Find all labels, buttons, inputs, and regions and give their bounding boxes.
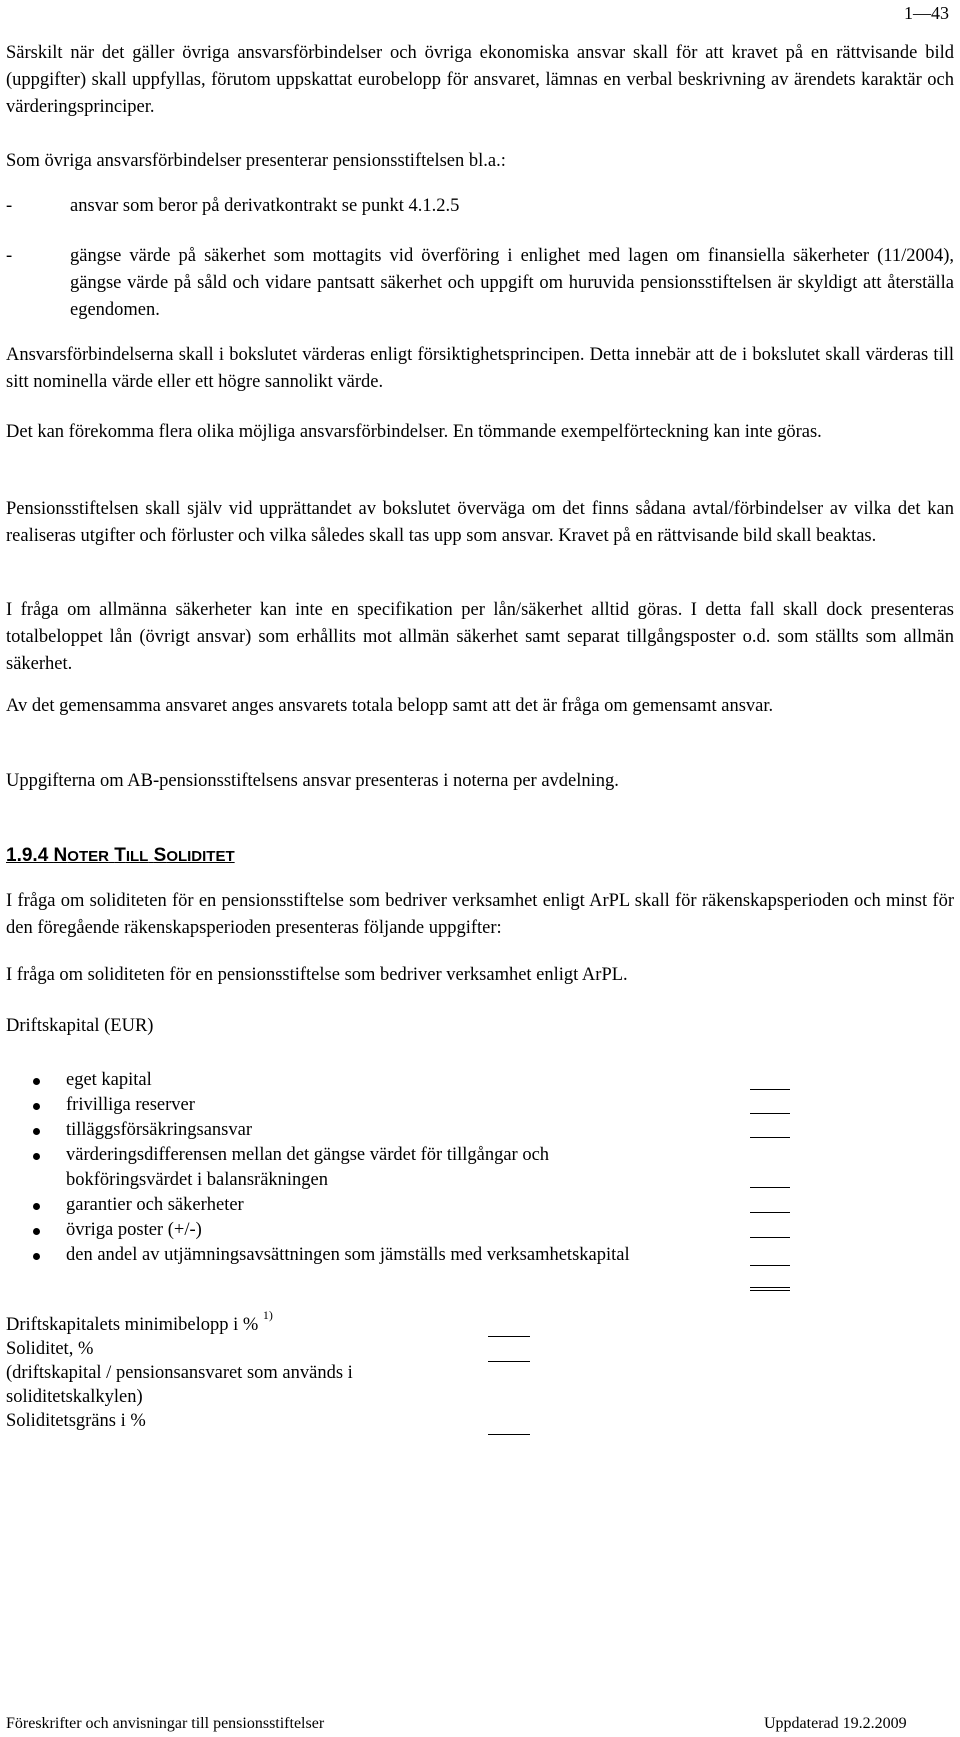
list-item (6, 1218, 954, 1243)
blank-value-line (750, 1137, 790, 1138)
list-item-text: frivilliga reserver (66, 1095, 195, 1115)
list-item-text: övriga poster (+/-) (66, 1220, 202, 1240)
blank-value-line (488, 1336, 530, 1337)
dash-marker: - (6, 196, 13, 216)
bullet-dot-icon (33, 1153, 40, 1160)
blank-value-line (750, 1187, 790, 1188)
blank-value-line (488, 1361, 530, 1362)
list-item-text: tilläggsförsäkringsansvar (66, 1120, 252, 1140)
total-double-line (750, 1287, 790, 1291)
dash-item-text: gängse värde på säkerhet som mottagits vid överföring i enlighet med lagen om finansiella säkerheter (11/2004), gängse värde på såld och vidare pantsatt säkerhet och uppgift om huruvida pensionsstiftelsen är skyldigt att återställa egendomen. (70, 246, 954, 320)
heading-smallcaps: OTER (67, 848, 109, 865)
list-item (6, 1093, 954, 1118)
paragraph-other-liabilities: Särskilt när det gäller övriga ansvarsförbindelser och övriga ekonomiska ansvar skall för att kravet på en rättvisande bild (uppgifter) skall uppfyllas, förutom uppskattat eurobelopp för ansvaret, lämnas en verbal beskrivning av ärendets karaktär och värderingsprinciper. (6, 43, 954, 117)
section-heading (6, 842, 235, 870)
paragraph-valuation-principle: Ansvarsförbindelserna skall i bokslutet värderas enligt försiktighetsprincipen. Detta innebär att de i bokslutet skall värderas till sitt nominella värde eller ett högre sannolikt värde. (6, 345, 954, 392)
bullet-dot-icon (33, 1128, 40, 1135)
metric-solvency-desc: (driftskapital / pensionsansvaret som används i soliditetskalkylen) (6, 1363, 353, 1407)
metric-solvency-limit: Soliditetsgräns i % (6, 1411, 146, 1431)
paragraph-general-securities: I fråga om allmänna säkerheter kan inte en specifikation per lån/säkerhet alltid göras. I detta fall skall dock presenteras totalbeloppet lån (övrigt ansvar) som erhållits mot allmän säkerhet samt separat tillgångsposter o.d. som ställts som allmän säkerhet. (6, 600, 954, 674)
list-item-text: eget kapital (66, 1070, 152, 1090)
heading-smallcaps: OLIDITET (166, 848, 235, 865)
footnote-marker: 1) (262, 1307, 273, 1322)
metric-label: Driftskapitalets minimibelopp i % (6, 1315, 259, 1335)
list-item (6, 1068, 954, 1093)
footer-title: Föreskrifter och anvisningar till pensionsstiftelser (6, 1715, 325, 1732)
blank-value-line (750, 1265, 790, 1266)
solvency-metrics (6, 1307, 506, 1433)
dash-marker: - (6, 246, 13, 266)
bullet-dot-icon (33, 1228, 40, 1235)
metric-min-amount (6, 1307, 506, 1337)
list-item-text: garantier och säkerheter (66, 1195, 244, 1215)
paragraph-pension-foundation-presents: Som övriga ansvarsförbindelser presenterar pensionsstiftelsen bl.a.: (6, 151, 506, 171)
capital-title: Driftskapital (EUR) (6, 1016, 154, 1036)
footer-updated: Uppdaterad 19.2.2009 (764, 1715, 907, 1732)
blank-value-line (750, 1237, 790, 1238)
list-item (6, 1143, 666, 1193)
blank-value-line (750, 1089, 790, 1090)
list-item (6, 1243, 954, 1268)
heading-letter: T (114, 845, 126, 866)
blank-value-line (750, 1113, 790, 1114)
dash-item-derivatives (6, 193, 954, 220)
heading-letter: S (153, 845, 167, 866)
bullet-dot-icon (33, 1203, 40, 1210)
list-item (6, 1193, 954, 1218)
blank-value-line (488, 1434, 530, 1435)
bullet-dot-icon (33, 1078, 40, 1085)
paragraph-several-liabilities: Det kan förekomma flera olika möjliga ansvarsförbindelser. En tömmande exempelförteckning kan inte göras. (6, 422, 822, 442)
heading-number: 1.9.4 (6, 845, 54, 866)
capital-items-list (6, 1068, 954, 1268)
dash-item-collateral (6, 243, 954, 324)
heading-smallcaps: ILL (125, 848, 149, 865)
page-number: 1—43 (904, 3, 949, 23)
paragraph-solvency-intro: I fråga om soliditeten för en pensionsstiftelse som bedriver verksamhet enligt ArPL skall för räkenskapsperioden och minst för den föregående räkenskapsperioden presenteras följande uppgifter: (6, 891, 954, 938)
bullet-dot-icon (33, 1103, 40, 1110)
list-item-text: den andel av utjämningsavsättningen som jämställs med verksamhetskapital (66, 1245, 630, 1265)
paragraph-joint-liability: Av det gemensamma ansvaret anges ansvarets totala belopp samt att det är fråga om gemensamt ansvar. (6, 696, 774, 716)
blank-value-line (750, 1212, 790, 1213)
list-item (6, 1118, 954, 1143)
heading-letter: N (53, 845, 68, 866)
dash-item-text: ansvar som beror på derivatkontrakt se punkt 4.1.2.5 (70, 196, 460, 216)
paragraph-solvency-arpl: I fråga om soliditeten för en pensionsstiftelse som bedriver verksamhet enligt ArPL. (6, 965, 628, 985)
metric-solvency: Soliditet, % (6, 1339, 94, 1359)
paragraph-ab-foundation: Uppgifterna om AB-pensionsstiftelsens ansvar presenteras i noterna per avdelning. (6, 771, 619, 791)
list-item-text: värderingsdifferensen mellan det gängse värdet för tillgångar och bokföringsvärdet i balansräkningen (66, 1145, 550, 1190)
bullet-dot-icon (33, 1253, 40, 1260)
paragraph-foundation-consider: Pensionsstiftelsen skall själv vid upprättandet av bokslutet överväga om det finns sådana avtal/förbindelser av vilka det kan realiseras utgifter och förluster och vilka således skall tas upp som ansvar. Kravet på en rättvisande bild skall beaktas. (6, 499, 954, 546)
